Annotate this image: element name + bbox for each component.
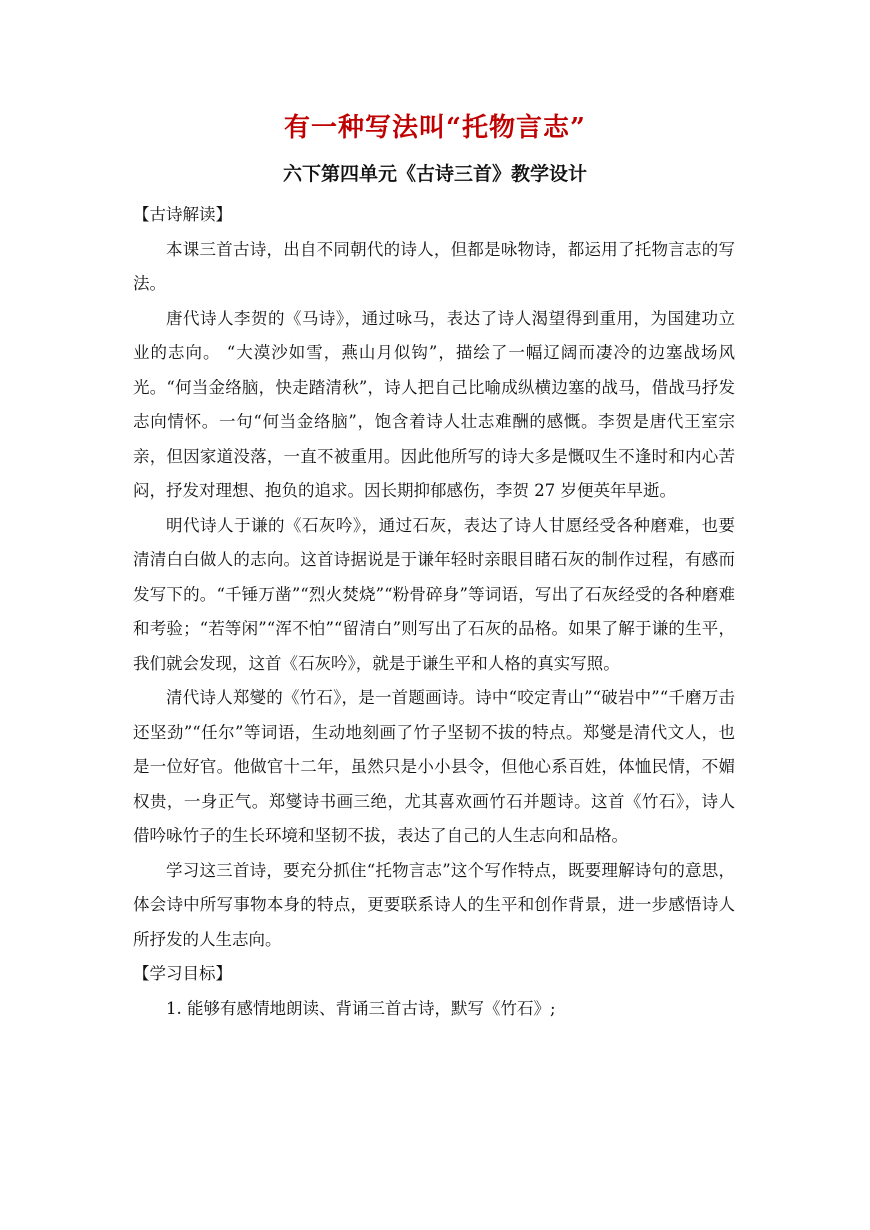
paragraph-zhu-shi: 清代诗人郑燮的《竹石》，是一首题画诗。诗中“咬定青山”“破岩中”“千磨万击还坚劲”“任尔”等词语，生动地刻画了竹子坚韧不拔的特点。郑燮是清代文人，也是一位好官。他做官十二年，虽然只是小小县令，但他心系百姓，体恤民情，不媚权贵，一身正气。郑燮诗书画三绝，尤其喜欢画竹石并题诗。这首《竹石》，诗人借吟咏竹子的生长环境和坚韧不拔，表达了自己的人生志向和品格。 [133, 688, 735, 845]
section-heading-poem-interpretation: 【古诗解读】 [133, 205, 232, 224]
document-subtitle: 六下第四单元《古诗三首》教学设计 [282, 163, 587, 185]
document-title: 有一种写法叫“托物言志” [284, 113, 586, 143]
learning-goal-item: 1. 能够有感情地朗读、背诵三首古诗，默写《竹石》; [166, 998, 556, 1018]
paragraph-intro: 本课三首古诗，出自不同朝代的诗人，但都是咏物诗，都运用了托物言志的写法。 [133, 239, 735, 293]
document-body [133, 198, 735, 1026]
paragraph-summary: 学习这三首诗，要充分抓住“托物言志”这个写作特点，既要理解诗句的意思，体会诗中所写事物本身的特点，更要联系诗人的生平和创作背景，进一步感悟诗人所抒发的人生志向。 [133, 860, 735, 949]
paragraph-ma-shi: 唐代诗人李贺的《马诗》，通过咏马，表达了诗人渴望得到重用，为国建功立业的志向。 “大漠沙如雪，燕山月似钩”，描绘了一幅辽阔而凄冷的边塞战场风光。“何当金络脑，快走踏清秋”，诗人把自己比喻成纵横边塞的战马，借战马抒发志向情怀。一句“何当金络脑”，饱含着诗人壮志难酬的感慨。李贺是唐代王室宗亲，但因家道没落，一直不被重用。因此他所写的诗大多是慨叹生不逢时和内心苦闷，抒发对理想、抱负的追求。因长期抑郁感伤，李贺 27 岁便英年早逝。 [133, 308, 735, 500]
section-heading-learning-goals: 【学习目标】 [133, 964, 232, 983]
paragraph-shi-hui-yin: 明代诗人于谦的《石灰吟》，通过石灰，表达了诗人甘愿经受各种磨难，也要清清白白做人的志向。这首诗据说是于谦年轻时亲眼目睹石灰的制作过程，有感而发写下的。“千锤万凿”“烈火焚烧”“粉骨碎身”等词语，写出了石灰经受的各种磨难和考验；“若等闲”“浑不怕”“留清白”则写出了石灰的品格。如果了解于谦的生平，我们就会发现，这首《石灰吟》，就是于谦生平和人格的真实写照。 [133, 515, 735, 673]
